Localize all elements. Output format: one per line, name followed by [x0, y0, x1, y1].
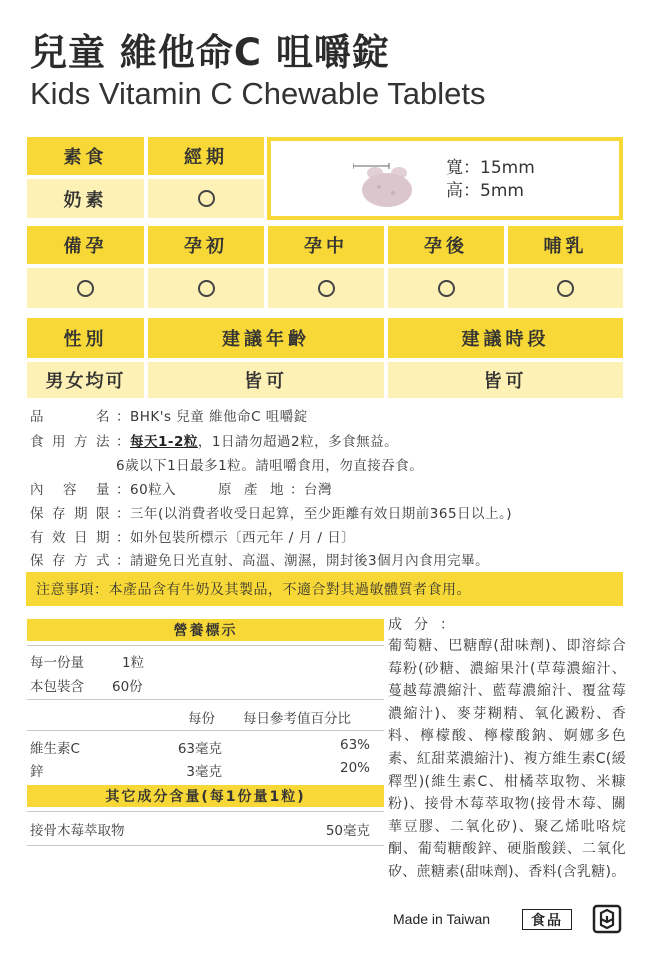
tablet-image — [353, 163, 413, 209]
info-value: ：如外包裝所標示〔西元年 / 月 / 日〕 — [116, 530, 356, 546]
gender-value: 男女均可 — [27, 362, 144, 398]
circle-icon — [318, 280, 335, 297]
pregnancy-header: 備孕 — [27, 226, 144, 264]
info-colon: ： — [116, 434, 130, 450]
pregnancy-value — [388, 268, 504, 308]
other-ingredient-name: 接骨木莓萃取物 — [30, 823, 125, 839]
info-content-row — [30, 478, 176, 498]
info-label: 保存期限 — [30, 506, 110, 522]
period-value-cell — [148, 179, 264, 218]
info-value: ：台灣 — [290, 482, 332, 498]
info-origin-row — [218, 478, 332, 498]
per-pack-label: 本包裝含 — [30, 679, 84, 695]
circle-icon — [438, 280, 455, 297]
info-label: 原產地 — [218, 482, 284, 498]
info-label: 食用方法 — [30, 434, 110, 450]
info-expiry-row — [30, 526, 355, 546]
nutrient-amount: 3毫克 — [186, 764, 222, 780]
info-value: ：BHK's 兒童 維他命C 咀嚼錠 — [116, 409, 308, 425]
ingredients-title: 成分： — [388, 617, 466, 633]
info-usage-line2: 6歲以下1日最多1粒。請咀嚼食用，勿直接吞食。 — [116, 458, 424, 474]
period-header: 經期 — [148, 137, 264, 175]
circle-icon — [77, 280, 94, 297]
allergy-notice: 注意事項：本產品含有牛奶及其製品，不適合對其過敏體質者食用。 — [26, 572, 623, 606]
usage-highlight: 每天1-2粒 — [130, 434, 198, 450]
divider — [27, 645, 384, 646]
info-name-row — [30, 405, 308, 425]
veg-header: 素食 — [27, 137, 144, 175]
serving-label: 每一份量 — [30, 655, 84, 671]
age-value: 皆可 — [148, 362, 384, 398]
pregnancy-header: 哺乳 — [508, 226, 623, 264]
nutrient-name: 鋅 — [30, 764, 44, 780]
serving-value: 1粒 — [122, 655, 145, 671]
nutrient-dv: 20% — [339, 760, 370, 776]
divider — [27, 845, 384, 846]
product-title-en: Kids Vitamin C Chewable Tablets — [30, 76, 486, 111]
age-header: 建議年齡 — [148, 318, 384, 358]
info-value: ，1日請勿超過2粒，多食無益。 — [197, 434, 399, 450]
size-height: 高：5mm — [446, 181, 524, 201]
veg-value: 奶素 — [27, 179, 144, 218]
nutrient-amount: 63毫克 — [177, 741, 222, 757]
gender-header: 性別 — [27, 318, 144, 358]
info-label: 內容量 — [30, 482, 110, 498]
other-ingredients-header: 其它成分含量(每1份量1粒) — [27, 785, 384, 807]
pregnancy-header: 孕初 — [148, 226, 264, 264]
size-text — [446, 157, 535, 203]
info-value: ：60粒入 — [116, 482, 177, 498]
circle-icon — [198, 190, 215, 207]
product-title-zh: 兒童 維他命C 咀嚼錠 — [30, 31, 390, 74]
info-label: 保存方式 — [30, 553, 110, 569]
nutrient-name: 維生素C — [30, 741, 80, 757]
divider — [27, 699, 384, 700]
nutrient-dv: 63% — [339, 737, 370, 753]
time-value: 皆可 — [388, 362, 623, 398]
info-storage-row — [30, 549, 489, 569]
info-value: ：三年(以消費者收受日起算，至少距離有效日期前365日以上。) — [116, 506, 513, 522]
col-per-serving: 每份 — [188, 711, 215, 727]
per-pack-value: 60份 — [112, 679, 143, 695]
food-mark: 食品 — [522, 909, 572, 930]
pregnancy-header: 孕中 — [268, 226, 384, 264]
info-value: ：請避免日光直射、高溫、潮濕，開封後3個月內食用完畢。 — [116, 553, 490, 569]
pregnancy-value — [148, 268, 264, 308]
ingredients-text: 葡萄糖、巴糖醇(甜味劑)、即溶綜合莓粉(砂糖、濃縮果汁(草莓濃縮汁、蔓越莓濃縮汁、藍莓濃縮汁、覆盆莓濃縮汁)、麥芽糊精、氧化澱粉、香料、檸檬酸、檸檬酸鈉、婀娜多色素、紅甜菜濃縮汁)、複方維生素C(緩釋型)(維生素C、柑橘萃取物、米糠粉)、接骨木莓萃取物(接骨木莓、關華豆膠、二氧化矽)、聚乙烯吡咯烷酮、葡萄糖酸鋅、硬脂酸鎂、二氧化矽、蔗糖素(甜味劑)、香料(含乳糖)。 — [388, 638, 626, 880]
info-label: 有效日期 — [30, 530, 110, 546]
circle-icon — [198, 280, 215, 297]
pregnancy-value — [508, 268, 623, 308]
other-ingredient-amount: 50毫克 — [325, 823, 370, 839]
nutrition-header: 營養標示 — [27, 619, 384, 641]
time-header: 建議時段 — [388, 318, 623, 358]
circle-icon — [557, 280, 574, 297]
divider — [27, 811, 384, 812]
made-in-taiwan: Made in Taiwan — [393, 911, 491, 927]
pregnancy-header: 孕後 — [388, 226, 504, 264]
info-shelf-row — [30, 502, 512, 522]
info-usage-row — [30, 430, 398, 450]
info-label: 品名 — [30, 409, 110, 425]
pregnancy-value — [27, 268, 144, 308]
tablet-size-box — [267, 137, 623, 220]
pregnancy-value — [268, 268, 384, 308]
col-daily-value: 每日參考值百分比 — [243, 711, 351, 727]
size-width: 寬：15mm — [446, 158, 535, 178]
recycle-icon — [592, 904, 622, 934]
divider — [27, 730, 384, 731]
